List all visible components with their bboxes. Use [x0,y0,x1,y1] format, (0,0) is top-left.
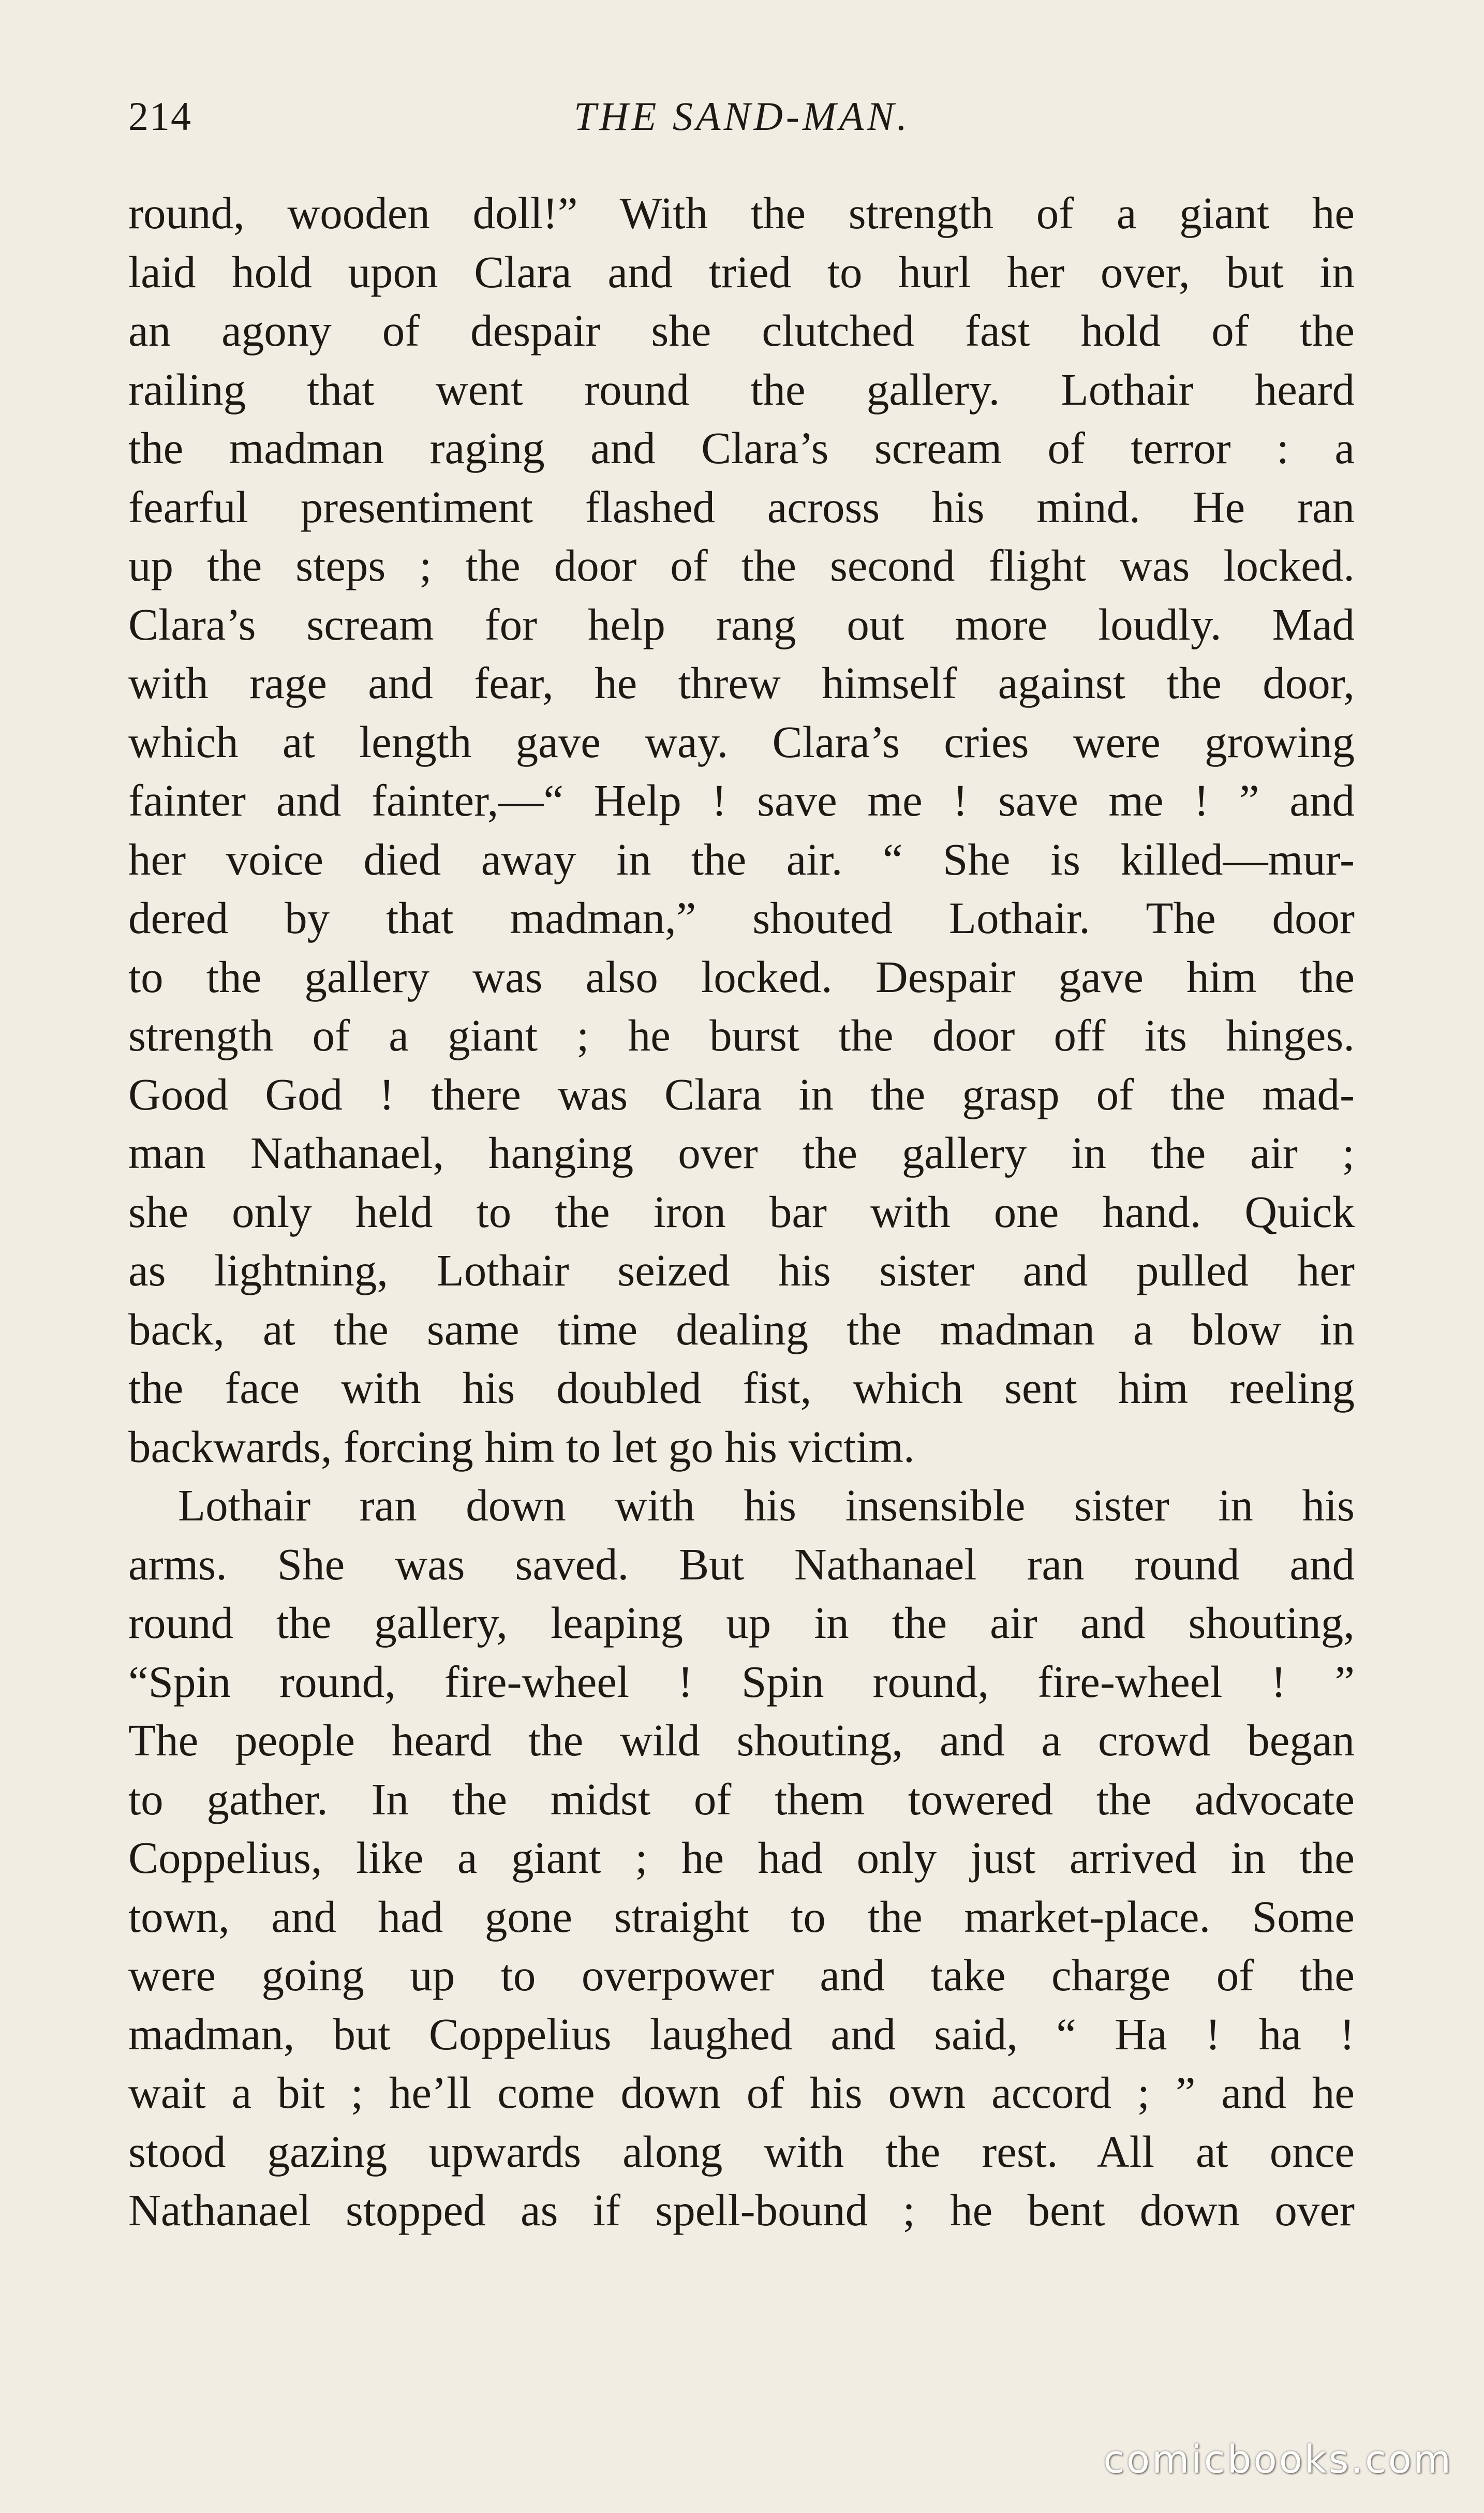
text-line: up the steps ; the door of the second flight was locked. [128,540,1355,590]
text-line: madman, but Coppelius laughed and said, “ Ha ! ha ! [128,2008,1355,2059]
text-line: backwards, forcing him to let go his victim. [128,1421,915,1472]
paragraph [128,1476,1355,2240]
text-line: Coppelius, like a giant ; he had only just arrived in the [128,1832,1355,1883]
text-line: the madman raging and Clara’s scream of terror : a [128,423,1355,473]
text-line: man Nathanael, hanging over the gallery in the air ; [128,1128,1355,1178]
text-line: The people heard the wild shouting, and a crowd began [128,1715,1355,1765]
text-line: to gather. In the midst of them towered the advocate [128,1773,1355,1824]
text-line: “Spin round, fire-wheel ! Spin round, fire-wheel ! ” [128,1656,1355,1707]
body-text [128,184,1355,2240]
text-line: fearful presentiment flashed across his mind. He ran [128,481,1355,532]
text-line: Nathanael stopped as if spell-bound ; he bent down over [128,2185,1355,2235]
text-line: round the gallery, leaping up in the air and shouting, [128,1598,1355,1648]
text-line: the face with his doubled fist, which sent him reeling [128,1363,1355,1413]
text-line: back, at the same time dealing the madman a blow in [128,1304,1355,1354]
text-line: Clara’s scream for help rang out more loudly. Mad [128,599,1355,649]
text-line: arms. She was saved. But Nathanael ran round and [128,1539,1355,1589]
watermark: comicbooks.com [1103,2437,1453,2482]
text-line: railing that went round the gallery. Lothair heard [128,364,1355,415]
text-line: strength of a giant ; he burst the door off its hinges. [128,1010,1355,1060]
text-line: which at length gave way. Clara’s cries were growing [128,716,1355,767]
text-line: she only held to the iron bar with one hand. Quick [128,1186,1355,1237]
page-header [128,93,1356,155]
text-line: with rage and fear, he threw himself against the door, [128,658,1355,708]
text-line: were going up to overpower and take charge of the [128,1950,1355,2000]
text-line: laid hold upon Clara and tried to hurl her over, but in [128,246,1355,297]
text-line: as lightning, Lothair seized his sister and pulled her [128,1245,1355,1295]
paragraph [128,184,1355,1476]
text-line: an agony of despair she clutched fast hold of the [128,305,1355,356]
text-line: Lothair ran down with his insensible sister in his [178,1480,1355,1530]
text-line: fainter and fainter,—“ Help ! save me ! save me ! ” and [128,775,1355,825]
text-line: dered by that madman,” shouted Lothair. The door [128,893,1355,943]
text-line: wait a bit ; he’ll come down of his own accord ; ” and he [128,2067,1355,2118]
page-number: 214 [128,94,192,139]
running-title: THE SAND-MAN. [574,94,910,139]
text-line: town, and had gone straight to the market-place. Some [128,1891,1355,1942]
text-line: stood gazing upwards along with the rest. All at once [128,2126,1355,2177]
text-line: to the gallery was also locked. Despair gave him the [128,951,1355,1002]
text-line: Good God ! there was Clara in the grasp of the mad- [128,1069,1355,1119]
text-line: her voice died away in the air. “ She is killed—mur- [128,834,1355,884]
text-line: round, wooden doll!” With the strength of a giant he [128,188,1355,238]
